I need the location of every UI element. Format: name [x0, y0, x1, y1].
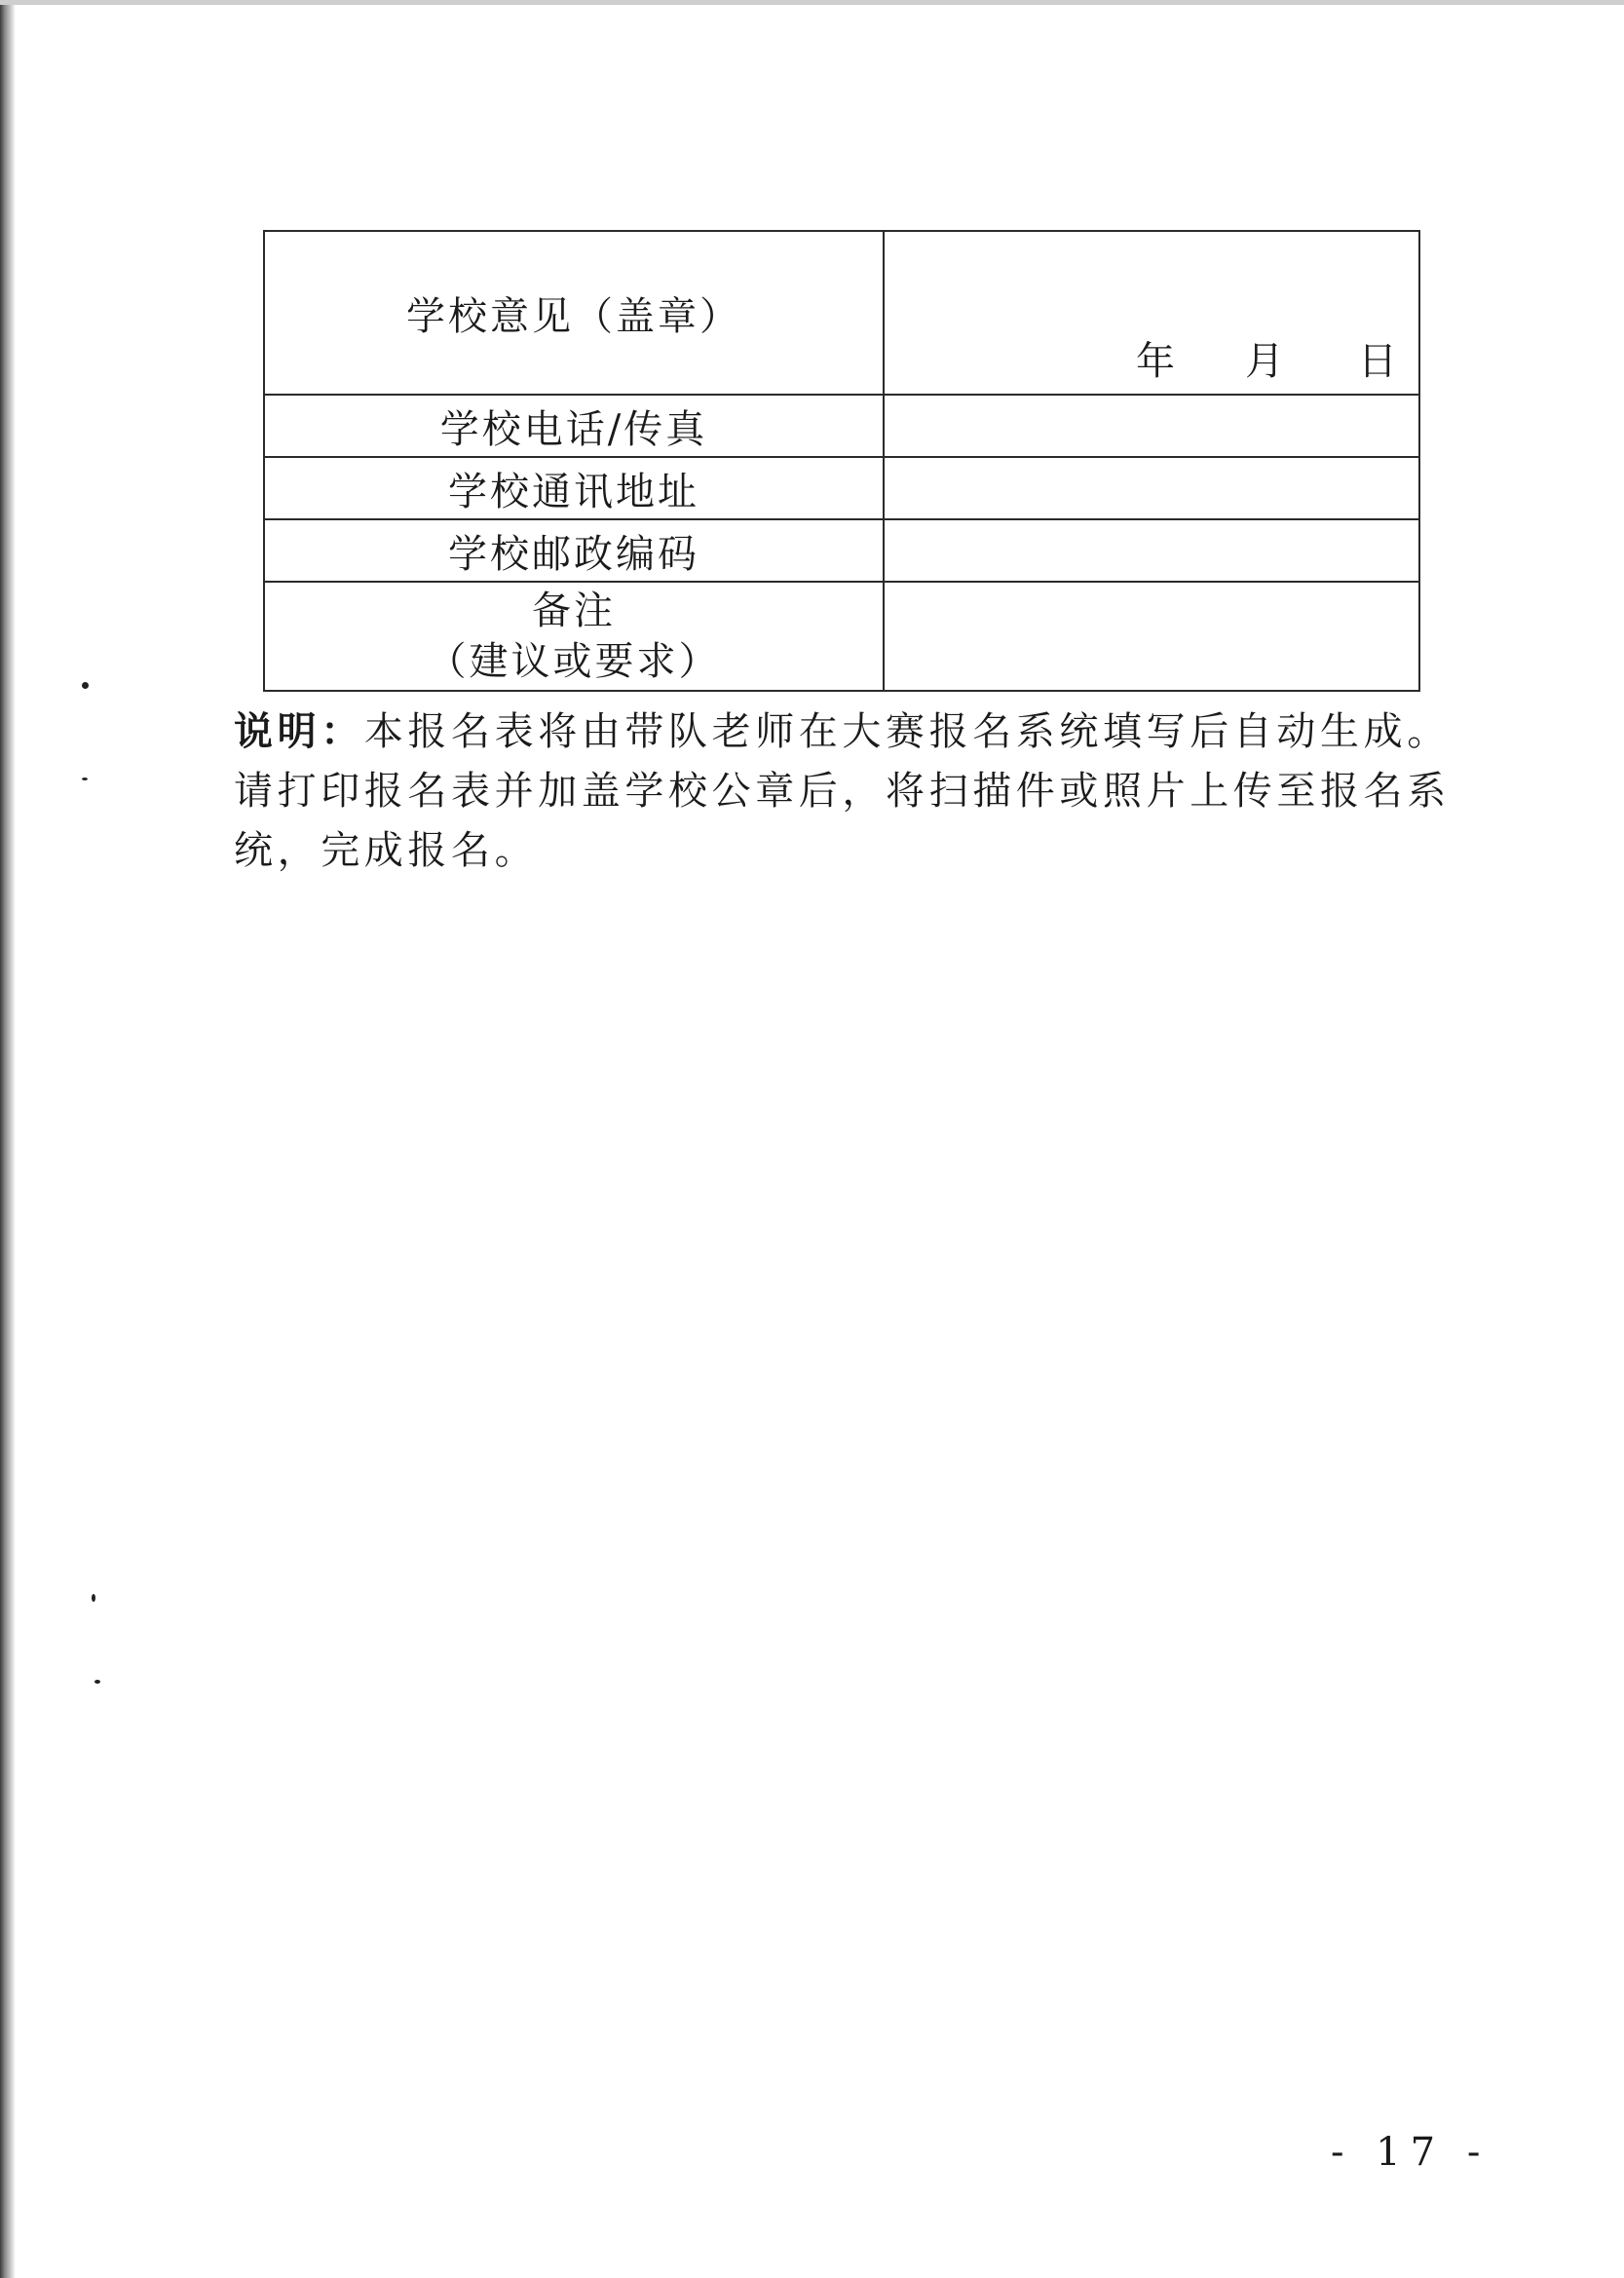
school-opinion-label: 学校意见（盖章）: [264, 231, 884, 395]
school-phone-fax-label: 学校电话/传真: [264, 395, 884, 457]
table-row: [264, 582, 1419, 691]
remarks-field[interactable]: [884, 582, 1419, 691]
remarks-label-title: 备注: [532, 588, 616, 633]
date-day-label: 日: [1358, 339, 1397, 384]
scan-speck: [94, 1680, 100, 1684]
scan-top-edge: [0, 0, 1624, 5]
remarks-label: [264, 582, 884, 691]
scan-binding-edge: [0, 0, 16, 2278]
explanation-note: [234, 702, 1461, 881]
school-phone-fax-field[interactable]: [884, 395, 1419, 457]
table-row: [264, 231, 1419, 395]
school-address-field[interactable]: [884, 457, 1419, 519]
school-opinion-field[interactable]: [884, 231, 1419, 395]
date-year-label: 年: [1136, 339, 1175, 384]
date-month-label: 月: [1245, 339, 1284, 384]
school-address-label: 学校通讯地址: [264, 457, 884, 519]
table-row: [264, 395, 1419, 457]
scan-speck: [82, 778, 88, 780]
scan-speck: [92, 1594, 95, 1602]
table-row: [264, 519, 1419, 582]
remarks-label-hint: （建议或要求）: [427, 639, 721, 684]
scan-speck: [82, 682, 89, 689]
note-heading: 说明：: [234, 708, 364, 754]
school-postcode-field[interactable]: [884, 519, 1419, 582]
page-number: - 17 -: [1331, 2130, 1491, 2175]
table-row: [264, 457, 1419, 519]
school-postcode-label: 学校邮政编码: [264, 519, 884, 582]
note-text: 本报名表将由带队老师在大赛报名系统填写后自动生成。请打印报名表并加盖学校公章后，将扫描件或照片上传至报名系统，完成报名。: [234, 709, 1451, 873]
registration-form-table: [263, 230, 1420, 692]
